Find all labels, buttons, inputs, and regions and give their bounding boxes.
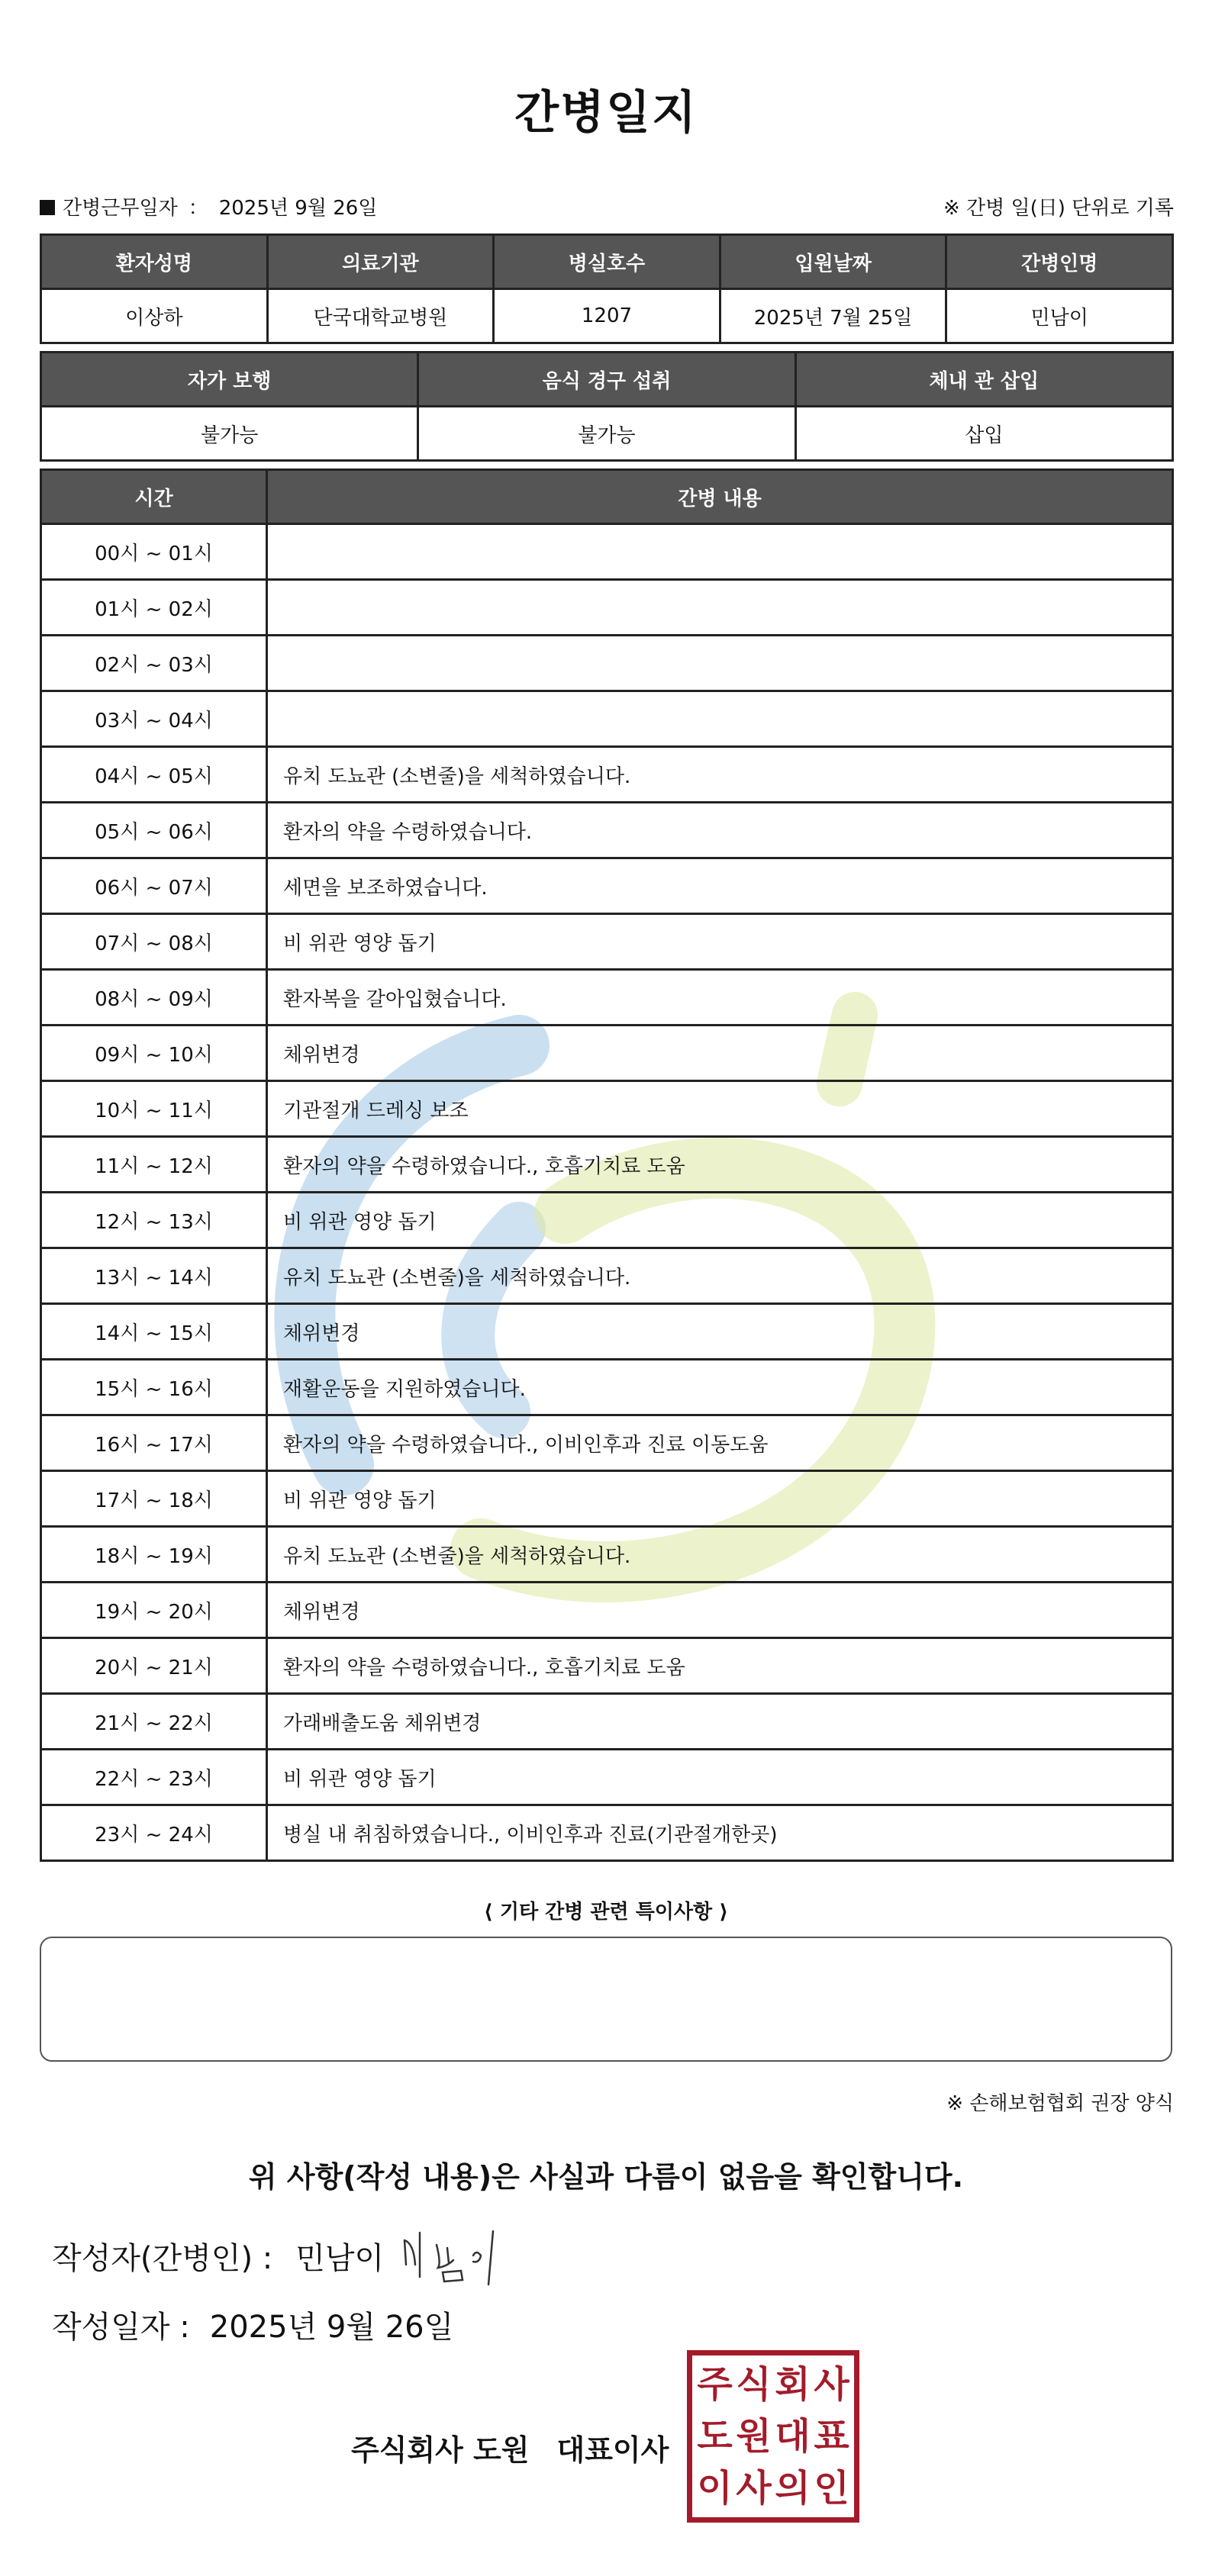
log-time: 05시 ~ 06시	[41, 803, 267, 858]
log-time: 13시 ~ 14시	[41, 1248, 267, 1304]
seal-char: 원	[736, 2415, 772, 2458]
table-row	[41, 858, 1173, 914]
log-content	[267, 691, 1173, 747]
table-row	[41, 1248, 1173, 1304]
log-content: 환자의 약을 수령하였습니다., 호흡기치료 도움	[267, 1137, 1173, 1193]
patient-info-table	[40, 233, 1174, 344]
oral-intake-value: 불가능	[418, 407, 795, 461]
log-time: 02시 ~ 03시	[41, 636, 267, 691]
care-log-table	[40, 469, 1174, 1862]
table-row	[41, 914, 1173, 970]
table-row	[41, 1694, 1173, 1750]
handwritten-signature	[397, 2217, 527, 2294]
square-bullet-icon	[40, 200, 55, 215]
company-line	[351, 2426, 669, 2468]
header-tube-insertion: 체내 관 삽입	[795, 353, 1172, 407]
log-content: 유치 도뇨관 (소변줄)을 세척하였습니다.	[267, 747, 1173, 803]
log-content: 비 위관 영양 돕기	[267, 1471, 1173, 1527]
log-time: 17시 ~ 18시	[41, 1471, 267, 1527]
log-content	[267, 524, 1173, 580]
table-row	[41, 803, 1173, 858]
log-time: 06시 ~ 07시	[41, 858, 267, 914]
log-content: 체위변경	[267, 1583, 1173, 1638]
table-row	[41, 747, 1173, 803]
log-time: 04시 ~ 05시	[41, 747, 267, 803]
company-seal-stamp	[687, 2350, 859, 2523]
log-time: 15시 ~ 16시	[41, 1360, 267, 1415]
special-notes-box	[40, 1937, 1172, 2062]
record-unit-note: ※ 간병 일(日) 단위로 기록	[943, 197, 1174, 220]
table-header-row	[41, 353, 1173, 407]
table-row	[41, 1081, 1173, 1137]
log-content: 체위변경	[267, 1026, 1173, 1081]
writer-label: 작성자(간병인) :	[52, 2241, 273, 2276]
log-time: 16시 ~ 17시	[41, 1415, 267, 1471]
header-time: 시간	[41, 470, 267, 524]
table-row	[41, 970, 1173, 1026]
self-walking-value: 불가능	[41, 407, 418, 461]
log-content: 비 위관 영양 돕기	[267, 914, 1173, 970]
header-caregiver-name: 간병인명	[946, 235, 1173, 289]
document-title: 간병일지	[514, 86, 698, 140]
written-date-line	[52, 2303, 453, 2346]
table-row	[41, 1304, 1173, 1360]
log-content: 유치 도뇨관 (소변줄)을 세척하였습니다.	[267, 1248, 1173, 1304]
table-row	[41, 636, 1173, 691]
log-content	[267, 580, 1173, 636]
patient-name: 이상하	[41, 289, 268, 343]
log-time: 23시 ~ 24시	[41, 1805, 267, 1861]
header-care-content: 간병 내용	[267, 470, 1173, 524]
log-content: 병실 내 취침하였습니다., 이비인후과 진료(기관절개한곳)	[267, 1805, 1173, 1861]
log-content	[267, 636, 1173, 691]
seal-char: 회	[775, 2363, 811, 2406]
log-content: 환자의 약을 수령하였습니다., 이비인후과 진료 이동도움	[267, 1415, 1173, 1471]
table-row	[41, 1583, 1173, 1638]
seal-char: 사	[736, 2467, 772, 2510]
admission-date: 2025년 7월 25일	[720, 289, 946, 343]
representative-title: 대표이사	[556, 2433, 669, 2467]
header-patient-name: 환자성명	[41, 235, 268, 289]
table-row	[41, 580, 1173, 636]
care-log-body	[41, 524, 1173, 1861]
seal-char: 표	[814, 2415, 849, 2458]
work-date-line	[40, 192, 377, 221]
hospital-name: 단국대학교병원	[267, 289, 494, 343]
header-oral-intake: 음식 경구 섭취	[418, 353, 795, 407]
log-content: 기관절개 드레싱 보조	[267, 1081, 1173, 1137]
table-row	[41, 1360, 1173, 1415]
work-date-value: 2025년 9월 26일	[218, 197, 378, 220]
table-row	[41, 1193, 1173, 1248]
log-content: 환자복을 갈아입혔습니다.	[267, 970, 1173, 1026]
table-row	[41, 1805, 1173, 1861]
special-notes-title: ⟨ 기타 간병 관련 특이사항 ⟩	[483, 1901, 729, 1924]
log-content: 세면을 보조하였습니다.	[267, 858, 1173, 914]
log-time: 10시 ~ 11시	[41, 1081, 267, 1137]
table-header-row	[41, 470, 1173, 524]
writer-line	[52, 2234, 384, 2278]
table-row	[41, 1471, 1173, 1527]
log-time: 21시 ~ 22시	[41, 1694, 267, 1750]
log-content: 유치 도뇨관 (소변줄)을 세척하였습니다.	[267, 1527, 1173, 1583]
seal-char: 도	[697, 2415, 733, 2458]
log-content: 가래배출도움 체위변경	[267, 1694, 1173, 1750]
log-content: 환자의 약을 수령하였습니다., 호흡기치료 도움	[267, 1638, 1173, 1694]
table-header-row	[41, 235, 1173, 289]
seal-char: 대	[775, 2415, 811, 2458]
log-time: 01시 ~ 02시	[41, 580, 267, 636]
table-row	[41, 1750, 1173, 1805]
seal-char: 이	[697, 2467, 733, 2510]
written-date-value: 2025년 9월 26일	[209, 2310, 454, 2345]
log-content: 체위변경	[267, 1304, 1173, 1360]
seal-char: 주	[697, 2363, 733, 2406]
table-row	[41, 289, 1173, 343]
confirmation-statement: 위 사항(작성 내용)은 사실과 다름이 없음을 확인합니다.	[248, 2160, 964, 2194]
log-time: 22시 ~ 23시	[41, 1750, 267, 1805]
log-content: 비 위관 영양 돕기	[267, 1193, 1173, 1248]
log-time: 03시 ~ 04시	[41, 691, 267, 747]
header-self-walking: 자가 보행	[41, 353, 418, 407]
log-time: 08시 ~ 09시	[41, 970, 267, 1026]
log-time: 00시 ~ 01시	[41, 524, 267, 580]
table-row	[41, 407, 1173, 461]
seal-char: 사	[814, 2363, 849, 2406]
log-time: 12시 ~ 13시	[41, 1193, 267, 1248]
caregiver-name: 민남이	[946, 289, 1173, 343]
header-hospital: 의료기관	[267, 235, 494, 289]
log-time: 20시 ~ 21시	[41, 1638, 267, 1694]
header-admission-date: 입원날짜	[720, 235, 946, 289]
seal-char: 의	[775, 2467, 811, 2510]
table-row	[41, 1137, 1173, 1193]
seal-char: 식	[736, 2363, 772, 2406]
log-content: 재활운동을 지원하였습니다.	[267, 1360, 1173, 1415]
log-time: 19시 ~ 20시	[41, 1583, 267, 1638]
table-row	[41, 1415, 1173, 1471]
room-number: 1207	[494, 289, 720, 343]
table-row	[41, 1527, 1173, 1583]
seal-char: 인	[814, 2467, 849, 2510]
company-name: 주식회사 도원	[351, 2433, 530, 2467]
work-date-colon: ：	[188, 197, 208, 220]
log-time: 07시 ~ 08시	[41, 914, 267, 970]
patient-status-table	[40, 351, 1174, 462]
work-date-label: 간병근무일자	[63, 197, 178, 220]
table-row	[41, 1638, 1173, 1694]
log-content: 비 위관 영양 돕기	[267, 1750, 1173, 1805]
writer-name: 민남이	[295, 2241, 385, 2276]
table-row	[41, 524, 1173, 580]
log-content: 환자의 약을 수령하였습니다.	[267, 803, 1173, 858]
tube-insertion-value: 삽입	[795, 407, 1172, 461]
log-time: 18시 ~ 19시	[41, 1527, 267, 1583]
table-row	[41, 691, 1173, 747]
log-time: 11시 ~ 12시	[41, 1137, 267, 1193]
log-time: 09시 ~ 10시	[41, 1026, 267, 1081]
log-time: 14시 ~ 15시	[41, 1304, 267, 1360]
header-room-number: 병실호수	[494, 235, 720, 289]
written-date-label: 작성일자 :	[52, 2310, 190, 2345]
form-source-note: ※ 손해보험협회 권장 양식	[946, 2092, 1174, 2115]
table-row	[41, 1026, 1173, 1081]
